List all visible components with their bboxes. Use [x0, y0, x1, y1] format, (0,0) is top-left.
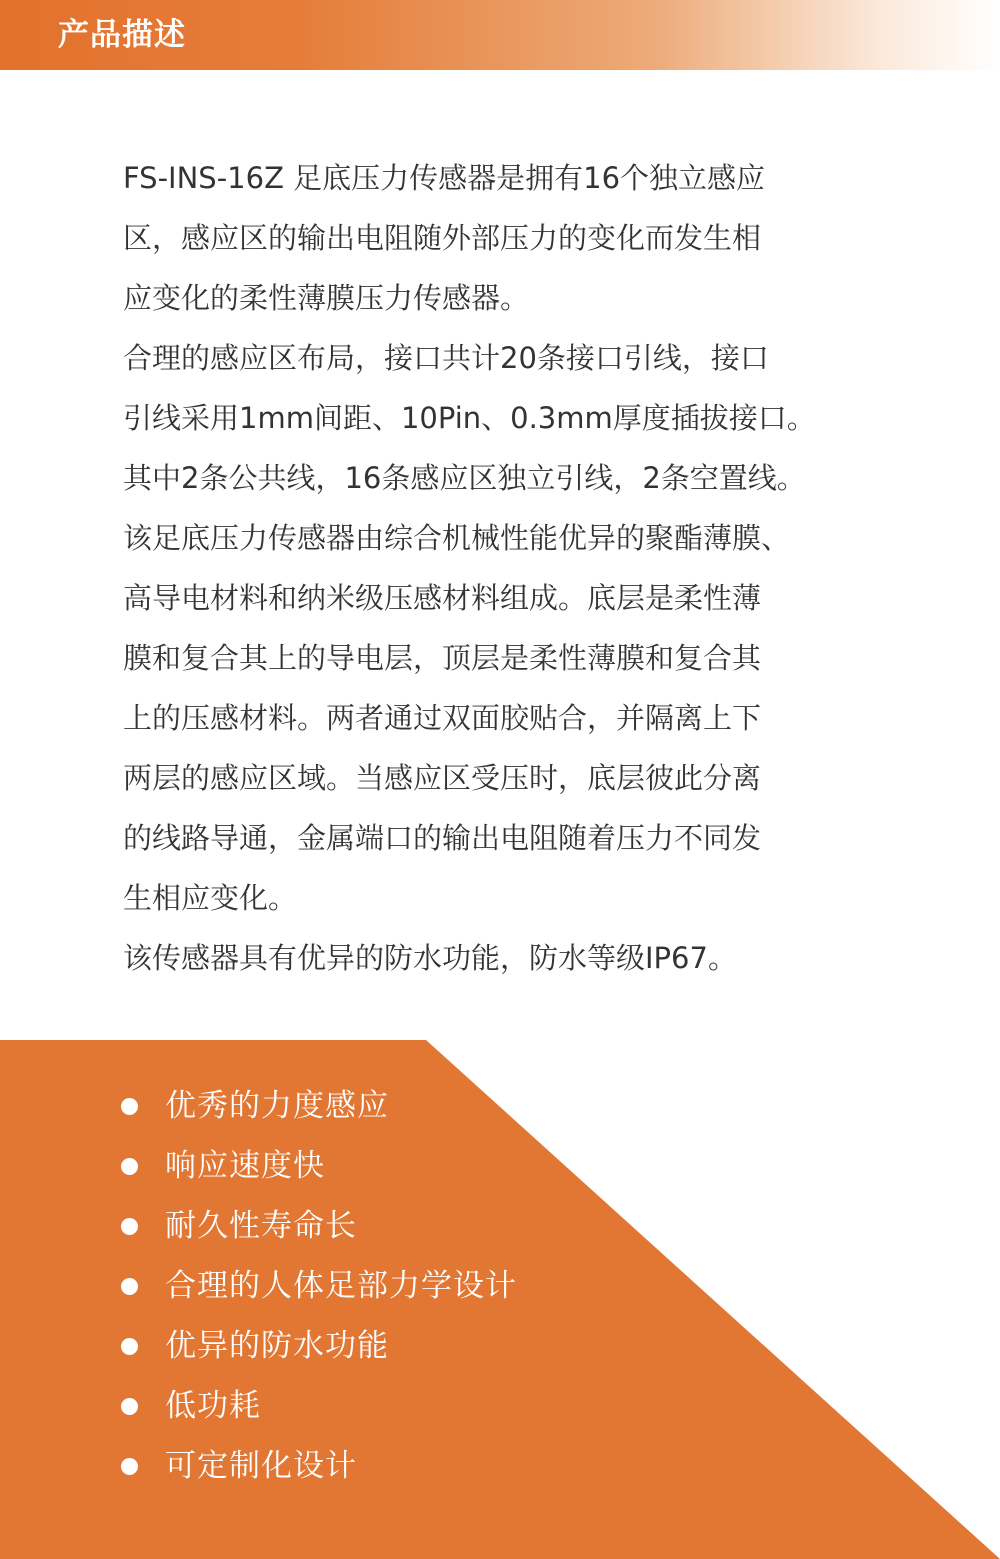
bullet-icon [121, 1218, 138, 1235]
feature-item [0, 1436, 700, 1496]
feature-item [0, 1376, 700, 1436]
product-description [123, 148, 903, 988]
bullet-icon [121, 1158, 138, 1175]
description-line: 的线路导通，金属端口的输出电阻随着压力不同发 [123, 821, 762, 855]
description-line: 引线采用1mm间距、10Pin、0.3mm厚度插拔接口。 [123, 401, 816, 435]
description-line: FS-INS-16Z 足底压力传感器是拥有16个独立感应 [123, 161, 766, 195]
feature-item [0, 1136, 700, 1196]
feature-item [0, 1316, 700, 1376]
description-line: 上的压感材料。两者通过双面胶贴合，并隔离上下 [123, 701, 762, 735]
feature-label: 耐久性寿命长 [165, 1208, 357, 1244]
feature-label: 优异的防水功能 [165, 1328, 389, 1364]
feature-list [0, 1076, 700, 1496]
description-line: 高导电材料和纳米级压感材料组成。底层是柔性薄 [123, 581, 762, 615]
section-title: 产品描述 [58, 17, 186, 53]
description-line: 区，感应区的输出电阻随外部压力的变化而发生相 [123, 221, 762, 255]
description-line: 膜和复合其上的导电层，顶层是柔性薄膜和复合其 [123, 641, 762, 675]
feature-label: 合理的人体足部力学设计 [165, 1268, 517, 1304]
bullet-icon [121, 1278, 138, 1295]
feature-label: 低功耗 [165, 1388, 261, 1424]
feature-label: 可定制化设计 [165, 1448, 357, 1484]
description-line: 该传感器具有优异的防水功能，防水等级IP67。 [123, 941, 737, 975]
bullet-icon [121, 1098, 138, 1115]
description-line: 其中2条公共线，16条感应区独立引线，2条空置线。 [123, 461, 806, 495]
feature-item [0, 1256, 700, 1316]
feature-label: 优秀的力度感应 [165, 1088, 389, 1124]
description-line: 该足底压力传感器由综合机械性能优异的聚酯薄膜、 [123, 521, 791, 555]
feature-item [0, 1076, 700, 1136]
feature-item [0, 1196, 700, 1256]
description-line: 应变化的柔性薄膜压力传感器。 [123, 281, 530, 315]
feature-label: 响应速度快 [165, 1148, 325, 1184]
description-line: 合理的感应区布局，接口共计20条接口引线，接口 [123, 341, 769, 375]
bullet-icon [121, 1338, 138, 1355]
bullet-icon [121, 1458, 138, 1475]
description-line: 两层的感应区域。当感应区受压时，底层彼此分离 [123, 761, 762, 795]
description-line: 生相应变化。 [123, 881, 298, 915]
header-bar [0, 0, 1000, 70]
bullet-icon [121, 1398, 138, 1415]
